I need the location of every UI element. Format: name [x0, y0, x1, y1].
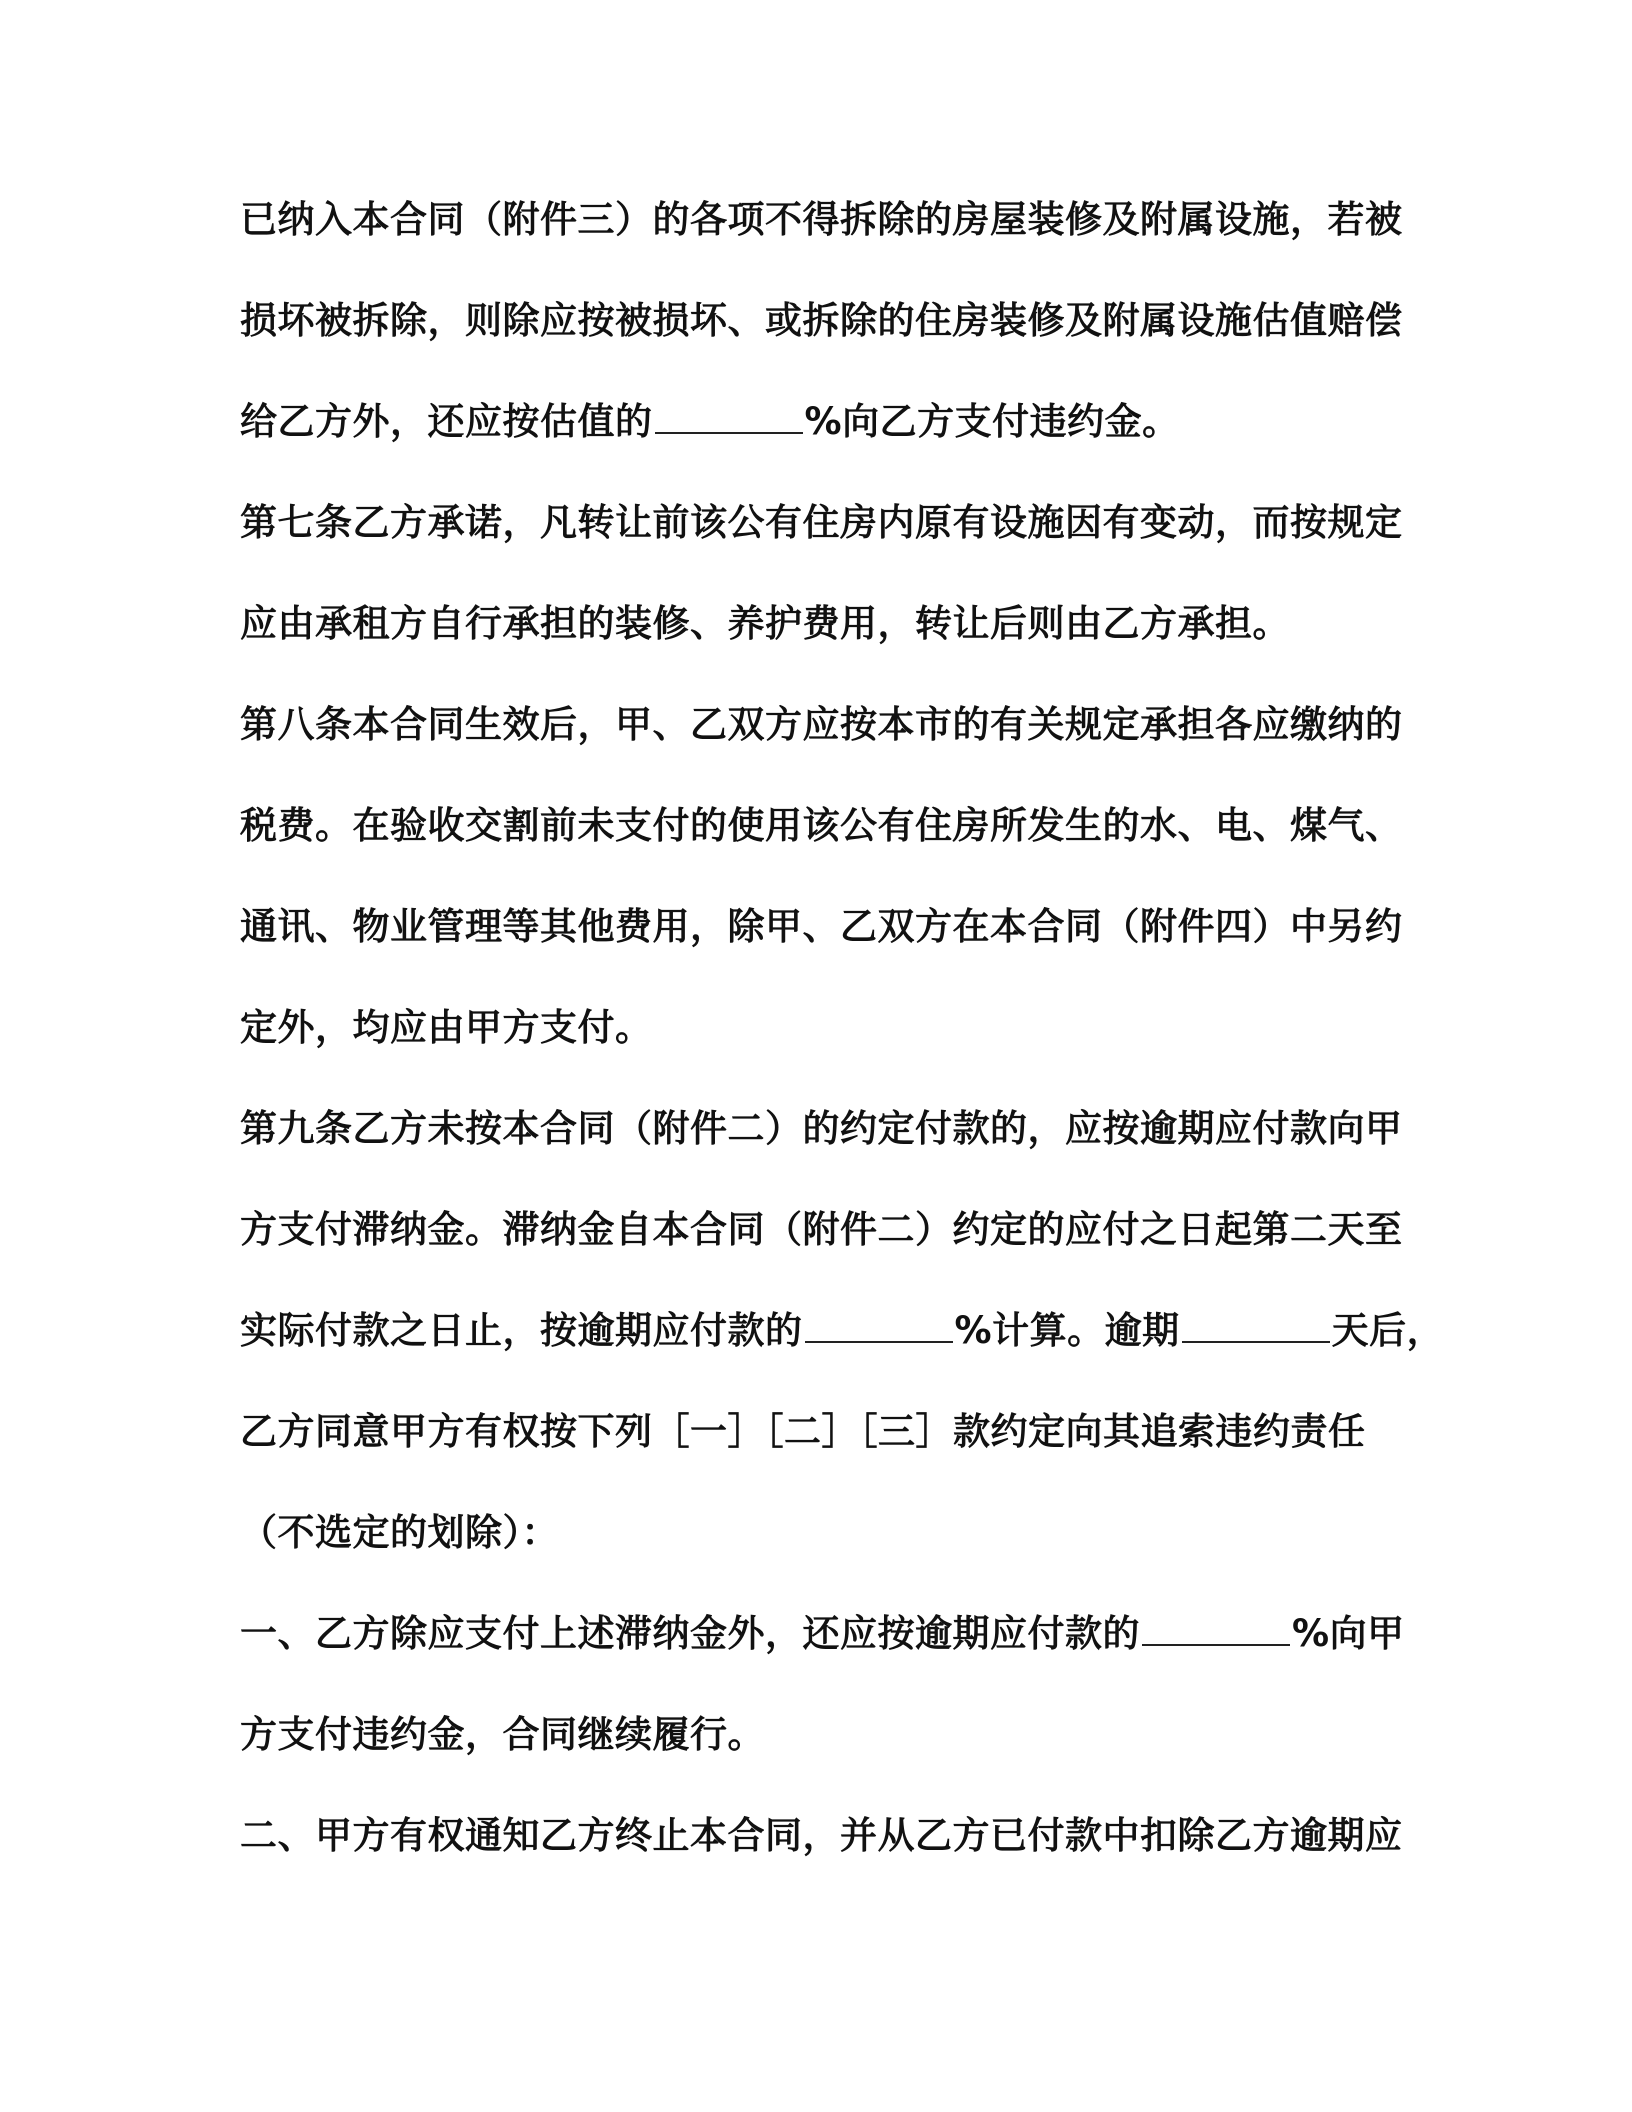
- text-line: [240, 1493, 1390, 1594]
- text-segment: 乙方同意甲方有权按下列［一］［二］［三］款约定向其追索违约责任: [240, 1410, 1366, 1453]
- text-segment: 定外，均应由甲方支付。: [240, 1006, 653, 1049]
- text-line: [240, 281, 1403, 382]
- text-segment: 给乙方外，还应按估值的: [240, 400, 653, 443]
- document-page: [240, 180, 1445, 1897]
- text-segment: 应由承租方自行承担的装修、养护费用，转让后则由乙方承担。: [240, 602, 1290, 645]
- text-segment: %向甲: [1292, 1612, 1405, 1655]
- text-line: [240, 1594, 1405, 1695]
- text-segment: 通讯、物业管理等其他费用，除甲、乙双方在本合同（附件四）中另约: [240, 905, 1403, 948]
- text-segment: 损坏被拆除，则除应按被损坏、或拆除的住房装修及附属设施估值赔偿: [240, 299, 1403, 342]
- text-segment: （不选定的划除）：: [240, 1511, 559, 1554]
- text-line: [240, 685, 1403, 786]
- text-line: [240, 1291, 1445, 1392]
- text-line: [240, 180, 1403, 281]
- text-segment: 方支付违约金，合同继续履行。: [240, 1713, 765, 1756]
- text-line: [240, 786, 1403, 887]
- fill-in-blank[interactable]: [1182, 1305, 1330, 1343]
- text-segment: 第八条本合同生效后，甲、乙双方应按本市的有关规定承担各应缴纳的: [240, 703, 1403, 746]
- text-line: [240, 1089, 1403, 1190]
- fill-in-blank[interactable]: [805, 1305, 953, 1343]
- text-segment: 天后，: [1331, 1309, 1445, 1352]
- text-segment: 实际付款之日止，按逾期应付款的: [240, 1309, 803, 1352]
- fill-in-blank[interactable]: [655, 396, 803, 434]
- text-line: [240, 887, 1403, 988]
- text-segment: 第七条乙方承诺，凡转让前该公有住房内原有设施因有变动，而按规定: [240, 501, 1403, 544]
- text-line: [240, 988, 1390, 1089]
- text-segment: 已纳入本合同（附件三）的各项不得拆除的房屋装修及附属设施，若被: [240, 198, 1403, 241]
- text-line: [240, 1695, 1390, 1796]
- text-line: [240, 382, 1390, 483]
- text-segment: 税费。在验收交割前未支付的使用该公有住房所发生的水、电、煤气、: [240, 804, 1403, 847]
- fill-in-blank[interactable]: [1142, 1608, 1290, 1646]
- text-segment: %计算。逾期: [954, 1309, 1180, 1352]
- text-line: [240, 1796, 1403, 1897]
- text-segment: 方支付滞纳金。滞纳金自本合同（附件二）约定的应付之日起第二天至: [240, 1208, 1403, 1251]
- text-segment: 一、乙方除应支付上述滞纳金外，还应按逾期应付款的: [240, 1612, 1140, 1655]
- text-line: [240, 1392, 1390, 1493]
- text-segment: 二、甲方有权通知乙方终止本合同，并从乙方已付款中扣除乙方逾期应: [240, 1814, 1403, 1857]
- text-line: [240, 483, 1403, 584]
- text-segment: %向乙方支付违约金。: [804, 400, 1180, 443]
- text-line: [240, 584, 1390, 685]
- text-line: [240, 1190, 1403, 1291]
- text-segment: 第九条乙方未按本合同（附件二）的约定付款的，应按逾期应付款向甲: [240, 1107, 1403, 1150]
